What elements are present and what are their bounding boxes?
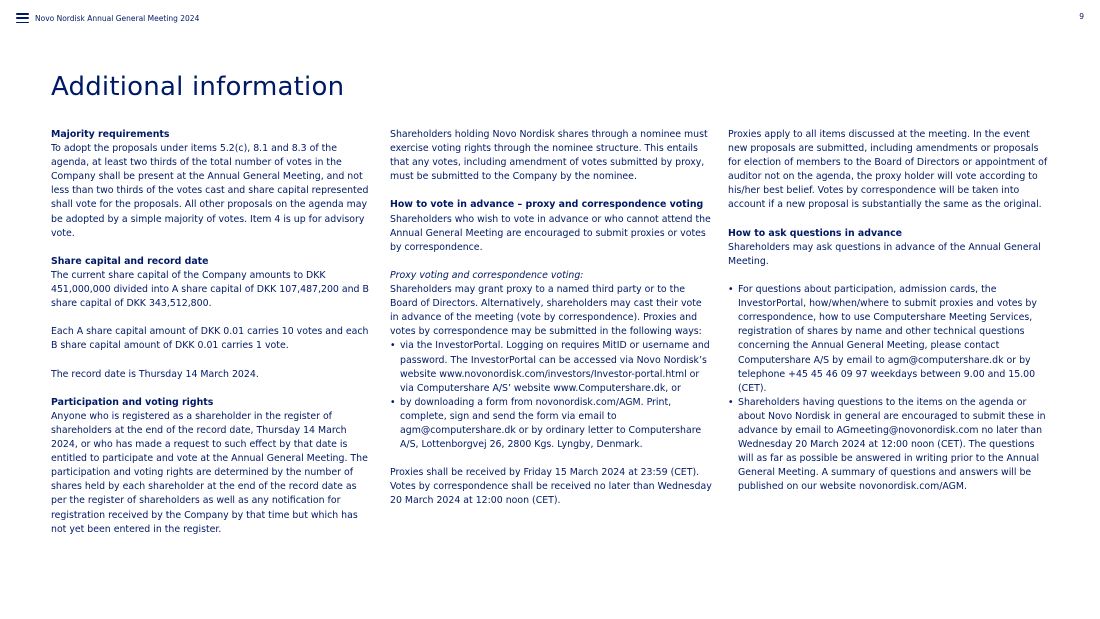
list-item: • via the InvestorPortal. Logging on requires MitID or username and password. The InvestorPortal can be accessed via Novo Nordisk’s website www.novonordisk.com/investors/Investor-portal.html or via Computershare A/S’ website www.Computershare.dk, or — [390, 339, 712, 395]
participation-heading: Participation and voting rights — [51, 396, 214, 408]
ask-questions-heading: How to ask questions in advance — [728, 227, 902, 239]
majority-text: To adopt the proposals under items 5.2(c), 8.1 and 8.3 of the agenda, at least two thirds of the total number of votes in the Company shall be present at the Annual General Meeting, and not less than two thirds of the votes cast and share capital represented shall vote for the proposals. All other proposals on the agenda may be adopted by a simple majority of votes. Item 4 is up for advisory vote. — [51, 143, 369, 239]
submission-methods-list — [390, 339, 712, 452]
questions-list — [728, 283, 1050, 494]
record-date-text: The record date is Thursday 14 March 2024. — [51, 368, 259, 380]
share-capital-heading: Share capital and record date — [51, 255, 209, 267]
proxy-voting-text: Shareholders may grant proxy to a named third party or to the Board of Directors. Alternatively, shareholders may cast their vote in advance of the meeting (vote by correspondence). Proxies and votes by correspondence may be submitted in the following ways: — [390, 284, 702, 338]
participation-text: Anyone who is registered as a shareholder in the register of shareholders at the end of the record date, Thursday 14 March 2024, or who has made a request to such effect by that date is entitled to participate and vote at the Annual General Meeting. The participation and voting rights are determined by the number of shares held by each shareholder at the end of the record date as per the register of shareholders as well as any notification for registration received by the Company by that time but which has not yet been entered in the register. — [51, 410, 368, 535]
proxy-voting-subheading: Proxy voting and correspondence voting: — [390, 269, 584, 281]
hamburger-menu-icon[interactable] — [16, 13, 29, 23]
vote-in-advance-heading: How to vote in advance – proxy and correspondence voting — [390, 199, 704, 211]
ask-questions-text: Shareholders may ask questions in advance of the Annual General Meeting. — [728, 241, 1041, 267]
vote-in-advance-text: Shareholders who wish to vote in advance or who cannot attend the Annual General Meeting are encouraged to submit proxies or votes by correspondence. — [390, 213, 711, 253]
deadline-text: Proxies shall be received by Friday 15 March 2024 at 23:59 (CET). Votes by correspondence shall be received no later than Wednesday 20 March 2024 at 12:00 noon (CET). — [390, 467, 712, 507]
column-right — [728, 128, 1050, 494]
votes-per-share-text: Each A share capital amount of DKK 0.01 carries 10 votes and each B share capital amount of DKK 0.01 carries 1 vote. — [51, 326, 369, 352]
share-capital-text: The current share capital of the Company amounts to DKK 451,000,000 divided into A share capital of DKK 107,487,200 and B share capital of DKK 343,512,800. — [51, 269, 369, 310]
majority-heading: Majority requirements — [51, 129, 170, 140]
nominee-text: Shareholders holding Novo Nordisk shares through a nominee must exercise voting rights through the nominee structure. This entails that any votes, including amendment of votes submitted by proxy, must be submitted to the Company by the nominee. — [390, 129, 708, 183]
list-item: • Shareholders having questions to the items on the agenda or about Novo Nordisk in general are encouraged to submit these in advance by email to AGmeeting@novonordisk.com no later than Wednesday 20 March 2024 at 12:00 noon (CET). The questions will as far as possible be answered in writing prior to the Annual General Meeting. A summary of questions and answers will be published on our website novonordisk.com/AGM. — [728, 396, 1050, 495]
page-title: Additional information — [51, 72, 345, 102]
page-number: 9 — [1079, 12, 1084, 21]
column-left — [51, 128, 373, 537]
list-item: • For questions about participation, admission cards, the InvestorPortal, how/when/where to submit proxies and votes by correspondence, how to use Computershare Meeting Services, registration of shares by name and other technical questions concerning the Annual General Meeting, please contact Computershare A/S by email to agm@computershare.dk or by telephone +45 45 46 09 97 weekdays between 9.00 and 15.00 (CET). — [728, 283, 1050, 396]
top-bar — [16, 11, 199, 25]
document-title: Novo Nordisk Annual General Meeting 2024 — [35, 13, 200, 23]
list-item: • by downloading a form from novonordisk.com/AGM. Print, complete, sign and send the form via email to agm@computershare.dk or by ordinary letter to Computershare A/S, Lottenborgvej 26, 2800 Kgs. Lyngby, Denmark. — [390, 396, 712, 452]
column-middle — [390, 128, 712, 509]
proxies-scope-text: Proxies apply to all items discussed at the meeting. In the event new proposals are submitted, including amendments or proposals for election of members to the Board of Directors or appointment of auditor not on the agenda, the proxy holder will vote according to his/her best belief. Votes by correspondence will be taken into account if a new proposal is substantially the same as the original. — [728, 129, 1048, 211]
